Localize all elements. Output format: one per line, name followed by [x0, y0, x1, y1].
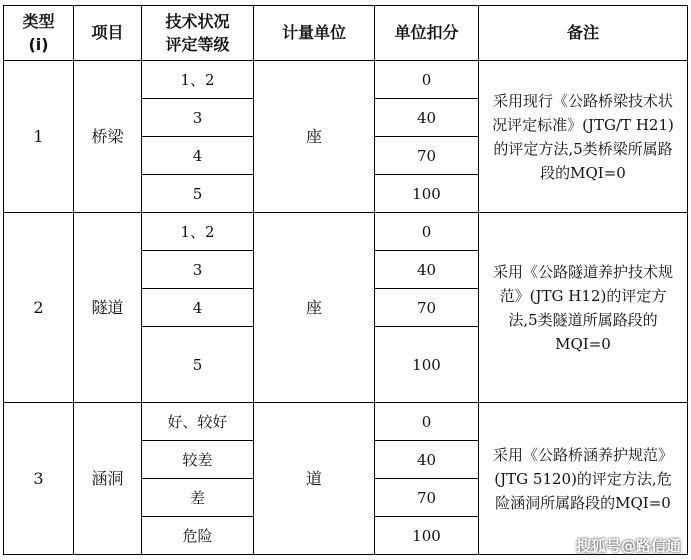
- header-grade: 技术状况 评定等级: [142, 6, 254, 61]
- table-row: [4, 213, 688, 251]
- type-cell: 3: [4, 403, 74, 555]
- unit-cell: 座: [254, 61, 375, 213]
- deduction-cell: 40: [375, 441, 479, 479]
- header-row: [4, 6, 688, 61]
- unit-cell: 座: [254, 213, 375, 403]
- type-cell: 2: [4, 213, 74, 403]
- unit-cell: 道: [254, 403, 375, 555]
- grade-cell: 好、较好: [142, 403, 254, 441]
- deduction-cell: 0: [375, 403, 479, 441]
- grade-cell: 5: [142, 327, 254, 403]
- deduction-cell: 40: [375, 251, 479, 289]
- remark-cell: 采用现行《公路桥梁技术状况评定标准》(JTG/T H21)的评定方法,5类桥梁所属路段的MQI=0: [479, 61, 688, 213]
- grade-cell: 1、2: [142, 213, 254, 251]
- deduction-cell: 40: [375, 99, 479, 137]
- deduction-cell: 70: [375, 137, 479, 175]
- deduction-cell: 100: [375, 175, 479, 213]
- header-type: 类型 (i): [4, 6, 74, 61]
- watermark: 搜狐号@路信通: [575, 537, 681, 555]
- grade-cell: 4: [142, 289, 254, 327]
- grade-cell: 差: [142, 479, 254, 517]
- deduction-table: [3, 5, 688, 555]
- remark-cell: 采用《公路桥涵养护规范》(JTG 5120)的评定方法,危险涵洞所属路段的MQI=0: [479, 403, 688, 555]
- header-item: 项目: [74, 6, 142, 61]
- item-cell: 桥梁: [74, 61, 142, 213]
- grade-cell: 3: [142, 99, 254, 137]
- grade-cell: 1、2: [142, 61, 254, 99]
- deduction-cell: 100: [375, 327, 479, 403]
- deduction-cell: 100: [375, 517, 479, 555]
- table-row: [4, 403, 688, 441]
- deduction-cell: 0: [375, 213, 479, 251]
- header-remark: 备注: [479, 6, 688, 61]
- remark-cell: 采用《公路隧道养护技术规范》(JTG H12)的评定方法,5类隧道所属路段的MQI=0: [479, 213, 688, 403]
- item-cell: 隧道: [74, 213, 142, 403]
- grade-cell: 较差: [142, 441, 254, 479]
- deduction-cell: 70: [375, 289, 479, 327]
- grade-cell: 3: [142, 251, 254, 289]
- deduction-cell: 70: [375, 479, 479, 517]
- table-row: [4, 61, 688, 99]
- header-deduction: 单位扣分: [375, 6, 479, 61]
- grade-cell: 4: [142, 137, 254, 175]
- item-cell: 涵洞: [74, 403, 142, 555]
- header-unit: 计量单位: [254, 6, 375, 61]
- grade-cell: 危险: [142, 517, 254, 555]
- type-cell: 1: [4, 61, 74, 213]
- grade-cell: 5: [142, 175, 254, 213]
- deduction-cell: 0: [375, 61, 479, 99]
